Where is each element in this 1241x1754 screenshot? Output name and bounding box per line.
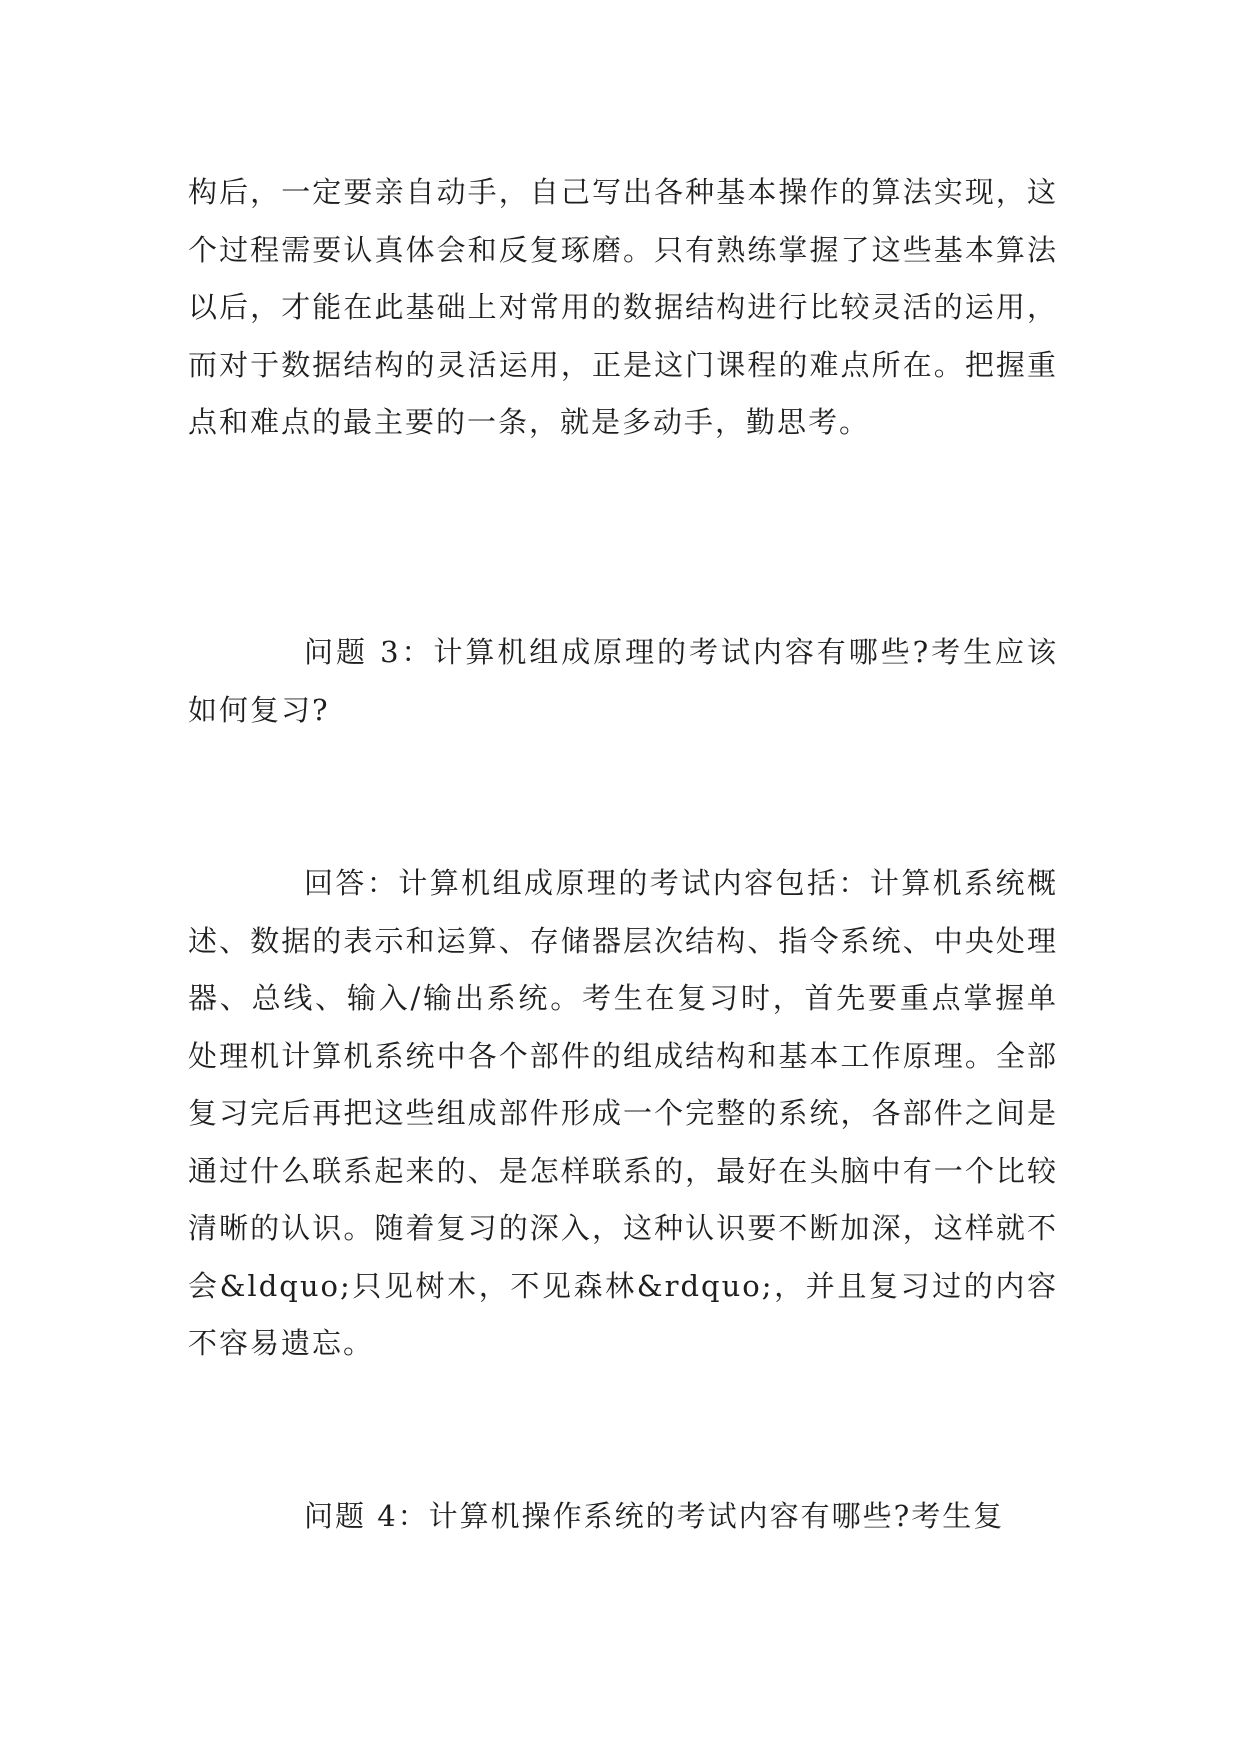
question-3: 问题 3：计算机组成原理的考试内容有哪些?考生应该如何复习?: [188, 635, 1058, 727]
question-4: 问题 4：计算机操作系统的考试内容有哪些?考生复: [304, 1499, 1005, 1533]
answer-3: 回答：计算机组成原理的考试内容包括：计算机系统概述、数据的表示和运算、存储器层次结构、指令系统、中央处理器、总线、输入/输出系统。考生在复习时，首先要重点掌握单处理机计算机系统中各个部件的组成结构和基本工作原理。全部复习完后再把这些组成部件形成一个完整的系统，各部件之间是通过什么联系起来的、是怎样联系的，最好在头脑中有一个比较清晰的认识。随着复习的深入，这种认识要不断加深，这样就不会&ldquo;只见树木，不见森林&rdquo;，并且复习过的内容不容易遗忘。: [188, 866, 1058, 1360]
paragraph-continued: 构后，一定要亲自动手，自己写出各种基本操作的算法实现，这个过程需要认真体会和反复琢磨。只有熟练掌握了这些基本算法以后，才能在此基础上对常用的数据结构进行比较灵活的运用，而对于数据结构的灵活运用，正是这门课程的难点所在。把握重点和难点的最主要的一条，就是多动手，勤思考。: [188, 175, 1058, 439]
